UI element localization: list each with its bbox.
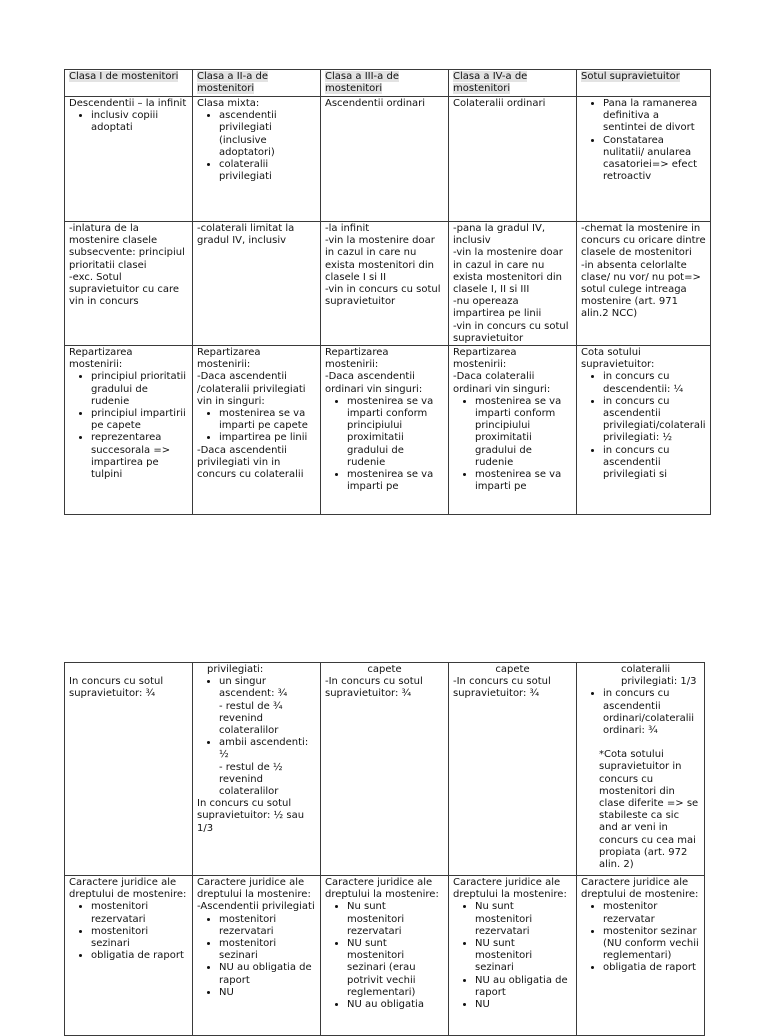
list-item: • obligatia de raport	[91, 950, 188, 962]
table-cell	[65, 663, 193, 876]
cell-text: -vin la mostenire doar in cazul in care nu exista mostenitori din clasele I, II si III	[453, 247, 563, 296]
header-class-4: Clasa a IV-a de mostenitori	[453, 71, 528, 95]
bullet-list	[581, 901, 700, 974]
table-cell	[65, 346, 193, 515]
list-item: • mostenitor rezervatar	[603, 901, 700, 925]
cell-text: capete	[367, 664, 402, 675]
cell-text: Caractere juridice ale dreptului la mostenire:	[197, 877, 311, 901]
header-cell	[449, 70, 577, 97]
list-item: • Constatarea nulitatii/ anularea casatoriei=> efect retroactiv	[603, 135, 706, 184]
cell-text: -vin la mostenire doar in cazul in care nu exista mostenitori din clasele I si II	[325, 235, 435, 283]
list-item: • principiul prioritatii gradului de rudenie	[91, 371, 188, 408]
cell-text: Repartizarea mostenirii:	[453, 347, 517, 371]
table-cell	[577, 97, 711, 222]
table-cell	[577, 346, 711, 515]
cell-text: Descendentii – la infinit	[69, 98, 187, 109]
list-item: • mostenitori sezinari	[91, 926, 188, 950]
table-row	[65, 346, 711, 515]
bullet-list	[581, 98, 706, 183]
header-cell	[65, 70, 193, 97]
cell-text: privilegiati:	[207, 664, 264, 675]
list-item: • NU	[475, 999, 572, 1011]
bullet-list	[325, 396, 444, 494]
cell-text: -Daca ascendentii privilegiati vin in concurs cu colateralii	[197, 444, 304, 481]
cell-text: colateralii privilegiati: 1/3	[621, 664, 697, 688]
bullet-list	[197, 914, 316, 999]
list-item: • colateralii privilegiati	[219, 159, 316, 183]
cell-text: Clasa mixta:	[197, 98, 260, 109]
header-spouse: Sotul supravietuitor	[581, 71, 680, 82]
list-item: • mostenirea se va imparti pe	[475, 469, 572, 493]
list-item: • mostenitori sezinari	[219, 938, 316, 962]
list-item: • NU sunt mostenitori sezinari (erau potrivit vechii reglementari)	[347, 938, 444, 999]
cell-text: -nu opereaza impartirea pe linii	[453, 296, 542, 320]
list-item: • ascendentii privilegiati (inclusive adoptatori)	[219, 110, 316, 159]
list-item-text: • un singur ascendent: ¾	[219, 676, 288, 700]
table-cell	[321, 663, 449, 876]
list-item: • NU au obligatia de raport	[475, 975, 572, 999]
list-item: • in concurs cu descendentii: ¼	[603, 371, 706, 395]
cell-text: -chemat la mostenire in concurs cu oricare dintre clasele de mostenitori	[581, 223, 706, 259]
cell-text: In concurs cu sotul supravietuitor: ¾	[69, 676, 164, 700]
list-item: • mostenitori rezervatari	[219, 914, 316, 938]
cell-text: -colaterali limitat la gradul IV, inclusiv	[197, 223, 295, 247]
cell-text: capete	[495, 664, 530, 675]
header-cell	[321, 70, 449, 97]
bullet-list	[453, 901, 572, 1011]
table-row	[65, 97, 711, 222]
list-item: • Nu sunt mostenitori rezervatari	[475, 901, 572, 938]
bullet-list	[69, 110, 188, 134]
cell-note: *Cota sotului supravietuitor in concurs cu mostenitori din clase diferite => se stabileste ca sic and ar veni in concurs cu cea mai propiata (art. 972 alin. 2)	[599, 749, 699, 871]
list-item	[219, 737, 316, 798]
table-cell	[321, 876, 449, 1036]
list-item: • impartirea pe linii	[219, 432, 316, 444]
table-cell	[193, 222, 321, 346]
list-item: • in concurs cu ascendentii privilegiati si	[603, 445, 706, 482]
table-cell	[321, 346, 449, 515]
bullet-list	[197, 110, 316, 183]
list-item-text: - restul de ½ revenind colateralilor	[219, 761, 283, 798]
cell-text: -vin in concurs cu sotul supravietuitor	[453, 320, 569, 344]
list-item: • NU sunt mostenitori sezinari	[475, 938, 572, 975]
table-row	[65, 222, 711, 346]
list-item-text: • ambii ascendenti: ½	[219, 737, 309, 761]
list-item: • Pana la ramanerea definitiva a sentintei de divort	[603, 98, 706, 135]
table-cell	[193, 876, 321, 1036]
list-item: • mostenirea se va imparti conform principiului proximitatii gradului de rudenie	[475, 396, 572, 469]
table-row	[65, 663, 705, 876]
list-item: • mostenitori rezervatari	[91, 901, 188, 925]
list-item: • mostenirea se va imparti pe	[347, 469, 444, 493]
table-cell	[449, 97, 577, 222]
list-item: • mostenitor sezinar (NU conform vechii reglementari)	[603, 926, 700, 963]
cell-text: -inlatura de la mostenire clasele subsecvente: principiul prioritatii clasei	[69, 223, 185, 271]
list-item: • NU au obligatia	[347, 999, 444, 1011]
list-item: • mostenirea se va imparti pe capete	[219, 408, 316, 432]
bullet-list	[581, 688, 700, 737]
cell-text: Caractere juridice ale dreptului la mostenire:	[453, 877, 567, 901]
cell-text: Repartizarea mostenirii:	[197, 347, 261, 371]
bullet-list	[197, 676, 316, 798]
list-item: • NU au obligatia de raport	[219, 962, 316, 986]
list-item: • reprezentarea succesorala => impartirea pe tulpini	[91, 432, 188, 481]
bullet-list	[581, 371, 706, 481]
cell-text: In concurs cu sotul supravietuitor: ½ sau 1/3	[197, 798, 305, 834]
table-cell	[65, 222, 193, 346]
cell-text: -vin in concurs cu sotul supravietuitor	[325, 284, 441, 308]
table-cell	[449, 222, 577, 346]
succession-table-page-2	[64, 662, 705, 1036]
list-item	[219, 676, 316, 737]
list-item: • Nu sunt mostenitori rezervatari	[347, 901, 444, 938]
header-class-1: Clasa I de mostenitori	[69, 71, 179, 82]
list-item: • inclusiv copiii adoptati	[91, 110, 188, 134]
header-class-3: Clasa a III-a de mostenitori	[325, 71, 399, 95]
cell-text: Repartizarea mostenirii:	[325, 347, 389, 371]
table-cell	[321, 97, 449, 222]
cell-text: -In concurs cu sotul supravietuitor: ¾	[325, 676, 423, 700]
table-cell	[65, 97, 193, 222]
cell-text: Caractere juridice ale dreptului la mostenire:	[325, 877, 439, 901]
succession-table-page-1	[64, 69, 711, 515]
table-cell	[449, 876, 577, 1036]
cell-text: Ascendentii ordinari	[325, 98, 426, 109]
bullet-list	[325, 901, 444, 1011]
list-item: • mostenirea se va imparti conform principiului proximitatii gradului de rudenie	[347, 396, 444, 469]
bullet-list	[69, 371, 188, 481]
list-item: • NU	[219, 987, 316, 999]
table-cell	[193, 97, 321, 222]
table-row	[65, 876, 705, 1036]
table-cell	[577, 663, 705, 876]
cell-text: -Ascendentii privilegiati	[197, 901, 315, 913]
cell-text: Caractere juridice ale dreptului de mostenire:	[69, 877, 187, 901]
header-row	[65, 70, 711, 97]
table-cell	[577, 876, 705, 1036]
cell-text: Colateralii ordinari	[453, 98, 546, 109]
table-cell	[193, 346, 321, 515]
cell-text: Caractere juridice ale dreptului de mostenire:	[581, 877, 699, 901]
cell-text: Repartizarea mostenirii:	[69, 347, 133, 371]
cell-text: -Daca ascendentii ordinari vin singuri:	[325, 371, 423, 395]
bullet-list	[453, 396, 572, 494]
cell-text: -Daca ascendentii /colateralii privilegiati vin in singuri:	[197, 371, 306, 407]
cell-text: -In concurs cu sotul supravietuitor: ¾	[453, 676, 551, 700]
table-cell	[449, 663, 577, 876]
list-item: • in concurs cu ascendentii ordinari/colateralii ordinari: ¾	[603, 688, 700, 737]
table-cell	[321, 222, 449, 346]
list-item: • in concurs cu ascendentii privilegiati/colaterali privilegiati: ½	[603, 396, 706, 445]
cell-text: Cota sotului supravietuitor:	[581, 347, 655, 371]
bullet-list	[197, 408, 316, 445]
cell-text: -exc. Sotul supravietuitor cu care vin in concurs	[69, 271, 180, 308]
cell-text: -in absenta celorlalte clase/ nu vor/ nu pot=> sotul culege intreaga mostenire (art. 971 alin.2 NCC)	[581, 259, 701, 320]
table-cell	[193, 663, 321, 876]
cell-text: -la infinit	[325, 223, 370, 234]
table-cell	[449, 346, 577, 515]
table-cell	[577, 222, 711, 346]
table-cell	[65, 876, 193, 1036]
bullet-list	[69, 901, 188, 962]
header-class-2: Clasa a II-a de mostenitori	[197, 71, 269, 95]
header-cell	[193, 70, 321, 97]
cell-text: -pana la gradul IV, inclusiv	[453, 223, 546, 247]
cell-text: -Daca colateralii ordinari vin singuri:	[453, 371, 551, 395]
list-item: • obligatia de raport	[603, 962, 700, 974]
header-cell	[577, 70, 711, 97]
list-item: • principiul impartirii pe capete	[91, 408, 188, 432]
list-item-text: - restul de ¾ revenind colateralilor	[219, 700, 283, 737]
